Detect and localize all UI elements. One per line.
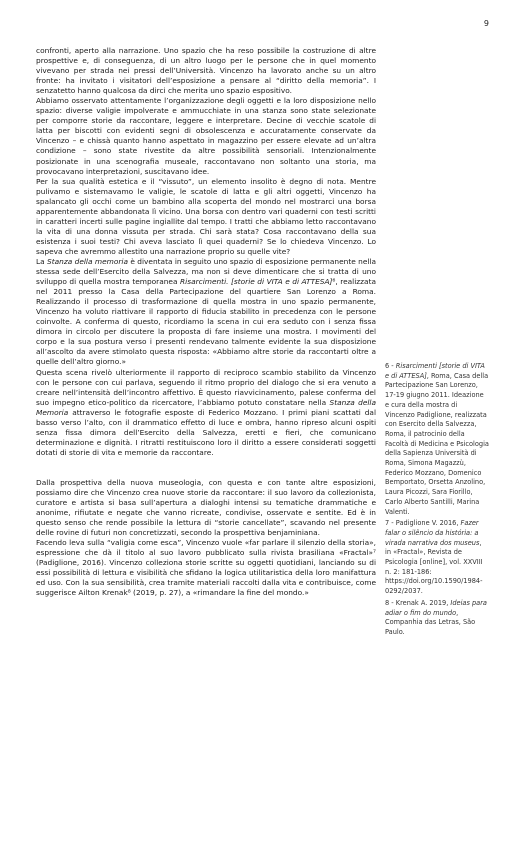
stanza-della-memoria-title-2: Stanza della Memoria [36, 397, 377, 417]
footnote-7 [385, 519, 489, 597]
footnote-8 [385, 599, 489, 638]
paragraph-2: Abbiamo osservato attentamente l’organizzazione degli oggetti e la loro disposizione nello spazio: diverse valigie impolverate e ammucchiate in una stanza sono state selezionate per comporre storie da raccontare, leggere e interpretare. Decine di vecchie scatole di latta per biscotti con evidenti segni di obsolescenza e accuratamente conservate da Vincenzo – e chissà quanto hanno aspettato in magazzino per essere elevate ad un’altra condizione – sono state rivestite da altre possibilità sensoriali. Intenzionalmente posizionate in una scenografia museale, raccontavano non soltanto una storia, ma provocavano interpretazioni, suscitavano idee. [36, 96, 376, 176]
footnote-8-title: Ideias para adiar o fim do mundo [385, 598, 487, 617]
footnote-6-num: 6 - [385, 362, 396, 370]
paragraph-4 [36, 257, 376, 368]
footnote-8-num: 8 - Krenak A. 2019, [385, 598, 451, 607]
paragraph-5-c: attraverso le fotografie esposte di Federico Mozzano. I primi piani scattati dal basso verso l’alto, con il drammatico effetto di luce e ombra, hanno ripreso alcuni ospiti senza fissa dimora dell’Esercito della Salvezza, eretti e fieri, che comunicano determinazione e dignità. I ritratti restituiscono loro il diritto a essere considerati soggetti dotati di storie di vita e memorie da raccontare. [36, 407, 376, 457]
page-number: 9 [483, 19, 489, 28]
footnote-7-title: Fazer falar o silêncio da história: a virada narrativa dos museus [385, 519, 480, 547]
footnote-6 [385, 362, 489, 517]
stanza-della-memoria-title: Stanza della memoria [47, 256, 128, 266]
paragraph-7: Facendo leva sulla “valigia come esca”, Vincenzo vuole «far parlare il silenzio della storia», espressione che dà il titolo al suo lavoro pubblicato sulla rivista brasiliana «Fractal»⁷ (Padiglione, 2016). Vincenzo colleziona storie scritte su oggetti quotidiani, lanciando su di essi possibilità di lettura e visibilità che sfidano la logica utilitaristica della loro manifattura ed uso. Con la sua sensibilità, crea tramite materiali raccolti dalla vita e contribuisce, come suggerisce Ailton Krenak⁸ (2019, p. 27), a «rimandare la fine del mondo.» [36, 538, 376, 598]
paragraph-1: confronti, aperto alla narrazione. Uno spazio che ha reso possibile la costruzione di altre prospettive e, di conseguenza, di un altro luogo per le persone che in quel momento vivevano per strada nei pressi dell’Università. Vincenzo ha lavorato anche su un altro fronte: ha invitato i visitatori dell’esposizione a pensare al “diritto della memoria”. I senzatetto hanno qualcosa da dirci che merita uno spazio espositivo. [36, 46, 376, 96]
footnote-7-text: , in «Fractal», Revista de Psicologia [online], vol. XXVIII n. 2: 181-186: https://doi.org/10.1590/1984-0292/2037. [385, 538, 483, 596]
footnote-7-num: 7 - Padiglione V. 2016, [385, 519, 461, 528]
footnotes [385, 362, 489, 640]
paragraph-4-b: è diventata in seguito uno spazio di esposizione permanente nella stessa sede dell’Esercito della Salvezza, ma non si deve dimenticare che si tratta di uno sviluppo di quella mostra temporanea [36, 256, 377, 287]
paragraph-4-d: ⁶, realizzata nel 2011 presso la Casa della Partecipazione del quartiere San Lorenzo a Roma. Realizzando il processo di trasformazione di quella mostra in uno spazio permanente, Vincenzo ha voluto riattivare il rapporto di fiducia stabilito in precedenza con le persone coinvolte. A conferma di questo, ricordiamo la scena in cui era seduto con i senza fissa dimora in circolo per discutere la proposta di fare insieme una mostra. I movimenti del corpo e la sua postura verso i presenti rendevano talmente evidente la sua disposizione all’ascolto da avere stimolato questa risposta: «Abbiamo altre storie da raccontarti oltre a quelle dell’altro giorno.» [36, 277, 376, 367]
paragraph-6: Dalla prospettiva della nuova museologia, con questa e con tante altre esposizioni, possiamo dire che Vincenzo crea nuove storie da raccontare: il suo lavoro da collezionista, curatore e artista si basa sull’apertura a dialoghi intensi su tematiche drammatiche e anonime, rifiutate e negate che vanno ricreate, condivise, osservate e sentite. Ed è in questo senso che rende possibile la lettura di “storie cancellate”, scavando nel presente delle rovine di futuri non concretizzati, secondo la prospettiva benjaminiana. [36, 477, 376, 538]
paragraph-5 [36, 368, 376, 458]
footnote-6-text: , Roma, Casa della Partecipazione San Lorenzo, 17-19 giugno 2011. Ideazione e cura della mostra di Vincenzo Padiglione, realizzata con Esercito della Salvezza, Roma, il patrocinio della Facoltà di Medicina e Psicologia della Sapienza Università di Roma, Simona Magazzù, Federico Mozzano, Domenico Bemportato, Orsetta Anzolino, Laura Picozzi, Sara Fiorillo, Carlo Alberto Santilli, Marina Valenti. [385, 371, 489, 516]
main-text [36, 46, 376, 598]
footnote-6-title: Risarcimenti [storie di VITA e di ATTESA] [385, 362, 485, 380]
footnote-8-text: , Companhia das Letras, São Paulo. [385, 608, 476, 636]
paragraph-5-a: Questa scena rivelò ulteriormente il rapporto di reciproco scambio stabilito da Vincenzo con le persone con cui parlava, seguendo il ritmo proprio del dialogo che si era venuto a creare nell’intensità dell’incontro affettivo. È questo riavvicinamento, palese conferma del suo impegno etico-politico da ricercatore, l’abbiamo potuto constatare nella [36, 367, 376, 407]
paragraph-3: Per la sua qualità estetica e il “vissuto”, un elemento insolito è degno di nota. Mentre pulivamo e sistemavamo le valigie, le scatole di latta e gli altri oggetti, Vincenzo ha spalancato gli occhi come un bambino alla scoperta del mondo nel mostrarci una borsa apparentemente abbandonata lì vicino. Una borsa con dentro vari quaderni con testi scritti in caratteri incerti sulle pagine ingiallite dal tempo. I tratti che abbiamo letto raccontavano la vita di una donna vissuta per strada. Chi sarà stata? Cosa raccontavano della sua esistenza i suoi testi? Chi aveva lasciato lì quei quaderni? Se lo chiedeva Vincenzo. Lo sapeva che avremmo allestito una narrazione proprio su quelle vite? [36, 176, 376, 256]
risarcimenti-title: Risarcimenti. [storie di VITA e di ATTESA] [180, 277, 333, 287]
paragraph-4-la: La [36, 256, 48, 266]
